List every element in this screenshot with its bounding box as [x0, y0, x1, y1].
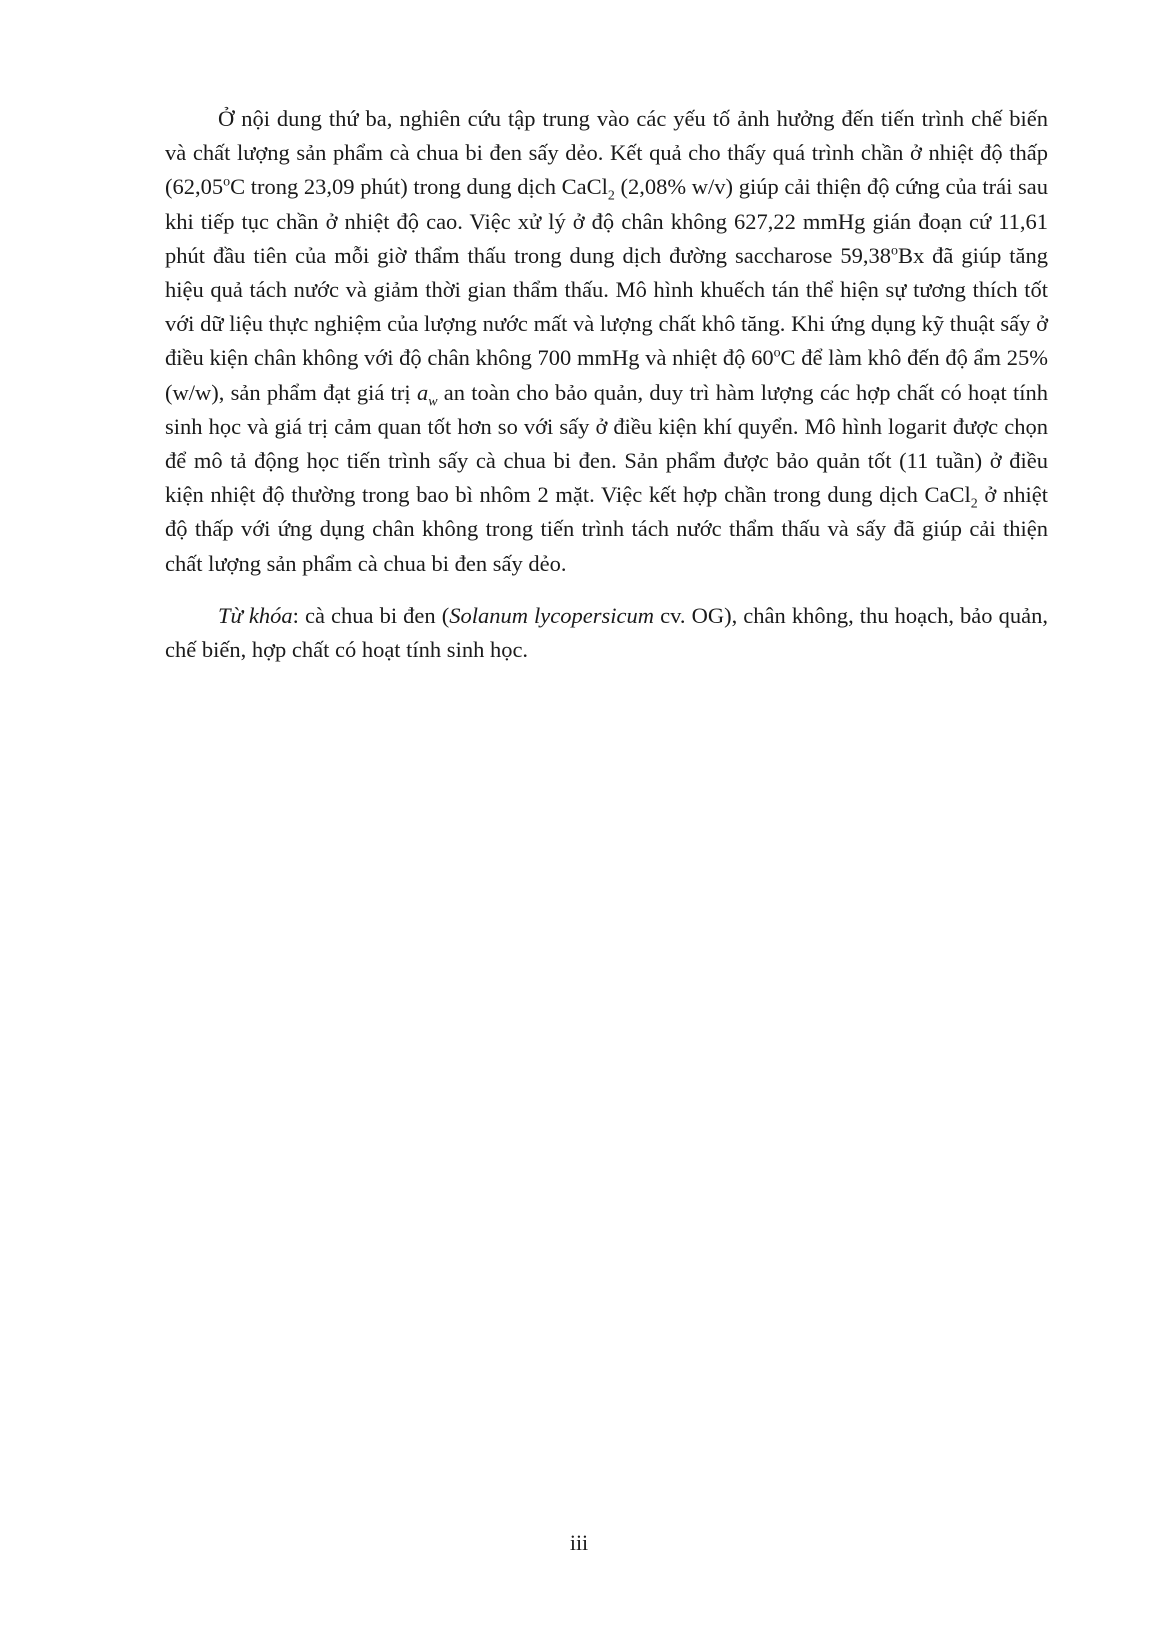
text-segment: an toàn cho bảo quản, duy trì hàm lượng các hợp chất có hoạt tính sinh học và giá trị cảm quan tốt hơn so với sấy ở điều kiện khí quyển. Mô hình logarit được chọn để mô tả động học tiến trình sấy cà chua bi đen. Sản phẩm được bảo quản tốt (11 tuần) ở điều kiện nhiệt độ thường trong bao bì nhôm 2 mặt. Việc kết hợp chần trong dung dịch CaCl	[165, 379, 1048, 508]
keywords-colon: :	[292, 602, 305, 628]
degree-superscript: o	[773, 345, 781, 361]
degree-superscript: o	[223, 174, 231, 190]
text-segment: (2,08% w/v) giúp cải thiện độ cứng của trái sau khi tiếp tục chần ở nhiệt độ cao. Việc xử lý ở độ chân không 627,22 mmHg gián đoạn cứ 11,61 phút đầu tiên của mỗi giờ thẩm thấu trong dung dịch đường saccharose 59,38	[165, 174, 1048, 268]
text-segment: C trong 23,09 phút) trong dung dịch CaCl	[230, 174, 608, 200]
keywords-text: cv. OG), chân không, thu hoạch, bảo quản, chế biến, hợp chất có hoạt tính sinh học.	[165, 602, 1048, 663]
chemical-subscript: 2	[970, 496, 978, 512]
degree-superscript: o	[890, 243, 898, 259]
abstract-paragraph	[165, 102, 1048, 581]
page-body	[165, 102, 1048, 667]
keywords-paragraph	[165, 599, 1048, 667]
water-activity-symbol: a	[416, 379, 429, 405]
keywords-label: Từ khóa	[218, 602, 293, 628]
text-segment: Ở nội dung thứ ba, nghiên cứu tập trung vào các yếu tố ảnh hưởng đến tiến trình chế biến và chất lượng sản phẩm cà chua bi đen sấy dẻo. Kết quả cho thấy quá trình chần ở nhiệt độ thấp (62,05	[165, 106, 1048, 200]
text-segment: ở nhiệt độ thấp với ứng dụng chân không trong tiến trình tách nước thẩm thấu và sấy đã giúp cải thiện chất lượng sản phẩm cà chua bi đen sấy dẻo.	[165, 482, 1048, 576]
chemical-subscript: 2	[607, 188, 615, 204]
text-segment: Bx đã giúp tăng hiệu quả tách nước và giảm thời gian thẩm thấu. Mô hình khuếch tán thể hiện sự tương thích tốt với dữ liệu thực nghiệm của lượng nước mất và lượng chất khô tăng. Khi ứng dụng kỹ thuật sấy ở điều kiện chân không với độ chân không 700 mmHg và nhiệt độ 60	[165, 242, 1048, 371]
keywords-text: cà chua bi đen (	[304, 602, 450, 628]
page-number: iii	[569, 1530, 589, 1555]
text-segment: C để làm khô đến độ ẩm 25% (w/w), sản phẩm đạt giá trị	[165, 345, 1048, 405]
species-name: Solanum lycopersicum	[449, 602, 655, 628]
water-activity-subscript: w	[428, 394, 438, 410]
